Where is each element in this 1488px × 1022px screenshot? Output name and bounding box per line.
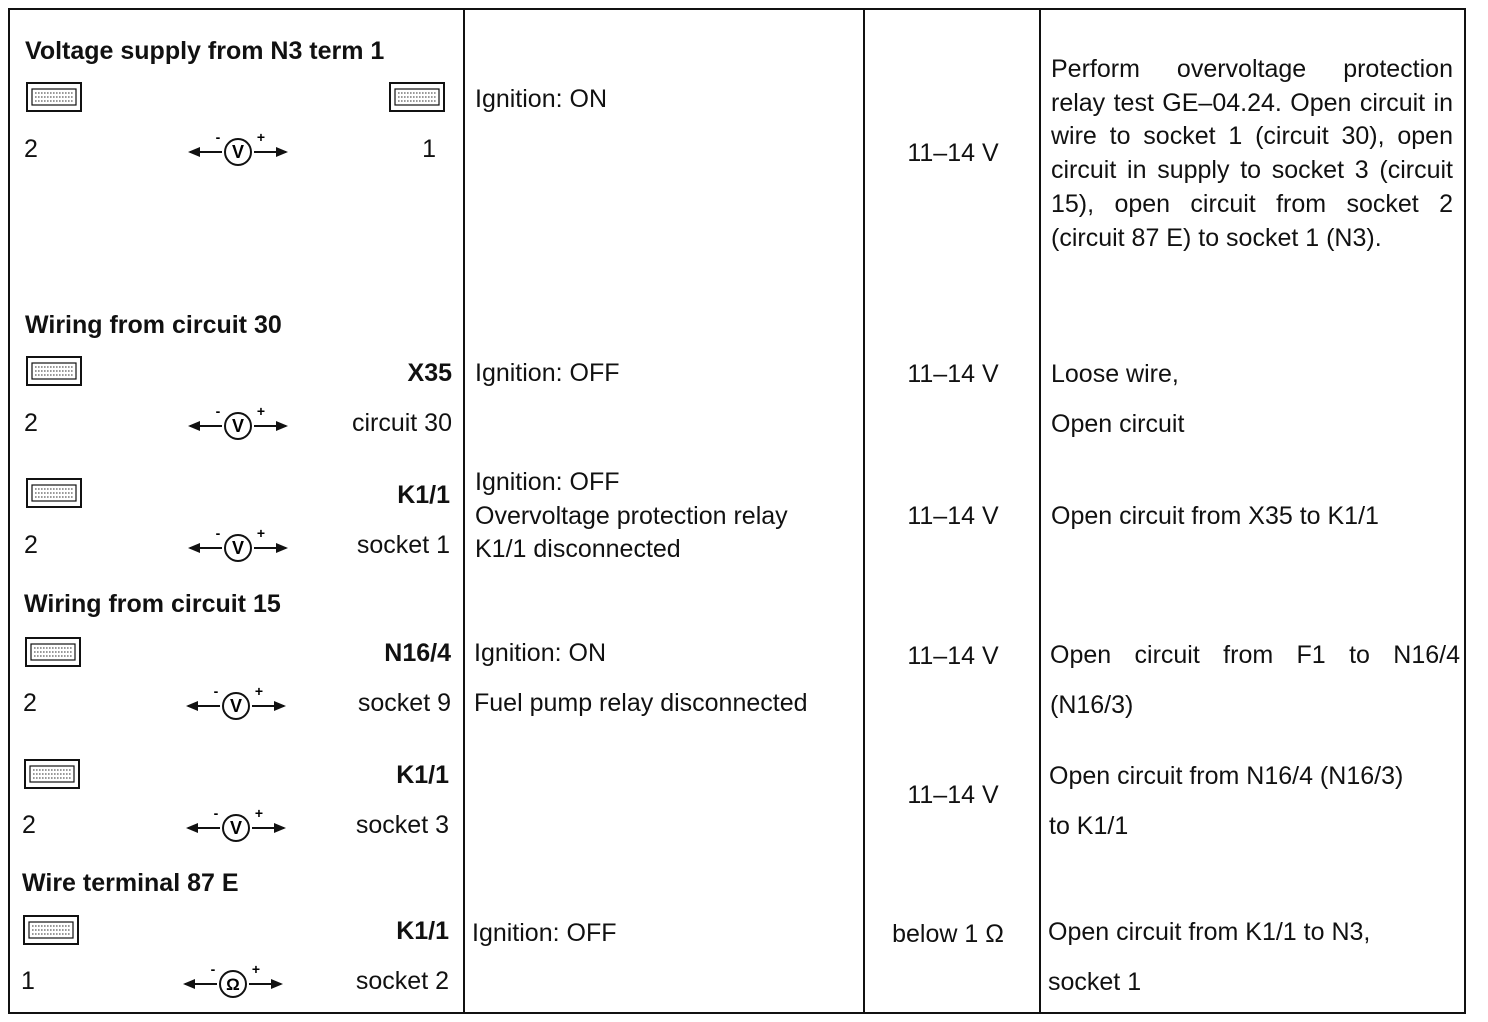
test-condition: Ignition: ON [474,639,607,667]
test-condition: Ignition: OFF [475,359,620,387]
test-point-label: X35 [407,359,452,387]
connector-icon [25,637,81,667]
right-pin: circuit 30 [351,409,452,437]
connector-icon [26,82,82,112]
test-condition: Ignition: ON [475,85,608,113]
test-point-label: K1/1 [397,481,450,509]
test-condition: Ignition: OFF [472,919,617,947]
test-condition: K1/1 disconnected [475,535,681,563]
voltmeter-icon [188,132,288,166]
left-pin: 2 [24,409,38,437]
possible-cause: Open circuit [1051,410,1185,438]
possible-cause: Loose wire, [1051,360,1179,388]
connector-icon [26,356,82,386]
voltmeter-icon [188,406,288,440]
left-pin: 2 [23,689,37,717]
svg-text:V: V [231,416,245,436]
left-pin: 1 [21,967,35,995]
svg-text:V: V [229,696,243,716]
possible-cause: Perform overvoltage protection relay test GE–04.24. Open circuit in wire to socket 1 (circuit 30), open circuit in supply to socket 3 (circuit 15), open circuit from socket 2 (circuit 87 E) to socket 1 (N3). [1051,55,1453,252]
possible-cause: socket 1 [1048,968,1142,996]
test-point-label: K1/1 [396,761,449,789]
right-pin: socket 1 [356,531,450,559]
nominal-value: 11–14 V [907,502,999,530]
column-divider [463,10,465,1012]
ohmmeter-icon [183,964,283,998]
svg-text:+: + [254,808,264,821]
voltmeter-icon [186,686,286,720]
svg-text:+: + [256,132,266,145]
nominal-value: 11–14 V [907,139,999,167]
possible-cause: Open circuit from K1/1 to N3, [1048,918,1371,946]
right-pin: socket 9 [357,689,451,717]
possible-cause-line: (N16/3) [1050,691,1134,719]
connector-icon [389,82,445,112]
svg-text:-: - [210,964,216,977]
svg-text:+: + [251,964,261,977]
nominal-value: 11–14 V [907,642,999,670]
svg-text:+: + [256,528,266,541]
test-condition: Overvoltage protection relay [475,502,788,530]
possible-cause-line: Open circuit from F1 to N16/4 [1050,641,1460,669]
test-condition: Fuel pump relay disconnected [474,689,808,717]
section-heading: Wiring from circuit 15 [24,590,281,618]
svg-text:-: - [213,808,219,821]
nominal-value: 11–14 V [907,781,999,809]
voltmeter-icon [188,528,288,562]
svg-text:-: - [215,528,221,541]
right-pin: 1 [422,135,436,163]
right-pin: socket 3 [355,811,449,839]
svg-text:-: - [213,686,219,699]
svg-text:V: V [231,142,245,162]
connector-icon [23,915,79,945]
svg-text:-: - [215,406,221,419]
nominal-value: below 1 Ω [892,920,1004,948]
connector-icon [24,759,80,789]
nominal-value: 11–14 V [907,360,999,388]
section-heading: Wire terminal 87 E [22,869,239,897]
voltmeter-icon [186,808,286,842]
left-pin: 2 [22,811,36,839]
possible-cause: to K1/1 [1049,812,1129,840]
svg-text:+: + [256,406,266,419]
svg-text:-: - [215,132,221,145]
test-condition: Ignition: OFF [475,468,620,496]
svg-text:V: V [231,538,245,558]
svg-text:+: + [254,686,264,699]
connector-icon [26,478,82,508]
svg-text:Ω: Ω [226,975,240,994]
possible-cause: Open circuit from X35 to K1/1 [1051,502,1379,530]
right-pin: socket 2 [355,967,449,995]
left-pin: 2 [24,135,38,163]
section-heading: Wiring from circuit 30 [25,311,282,339]
section-heading: Voltage supply from N3 term 1 [25,37,385,65]
test-point-label: K1/1 [396,917,449,945]
test-point-label: N16/4 [384,639,451,667]
possible-cause [1050,630,1460,730]
left-pin: 2 [24,531,38,559]
svg-text:V: V [229,818,243,838]
possible-cause: Open circuit from N16/4 (N16/3) [1049,762,1404,790]
